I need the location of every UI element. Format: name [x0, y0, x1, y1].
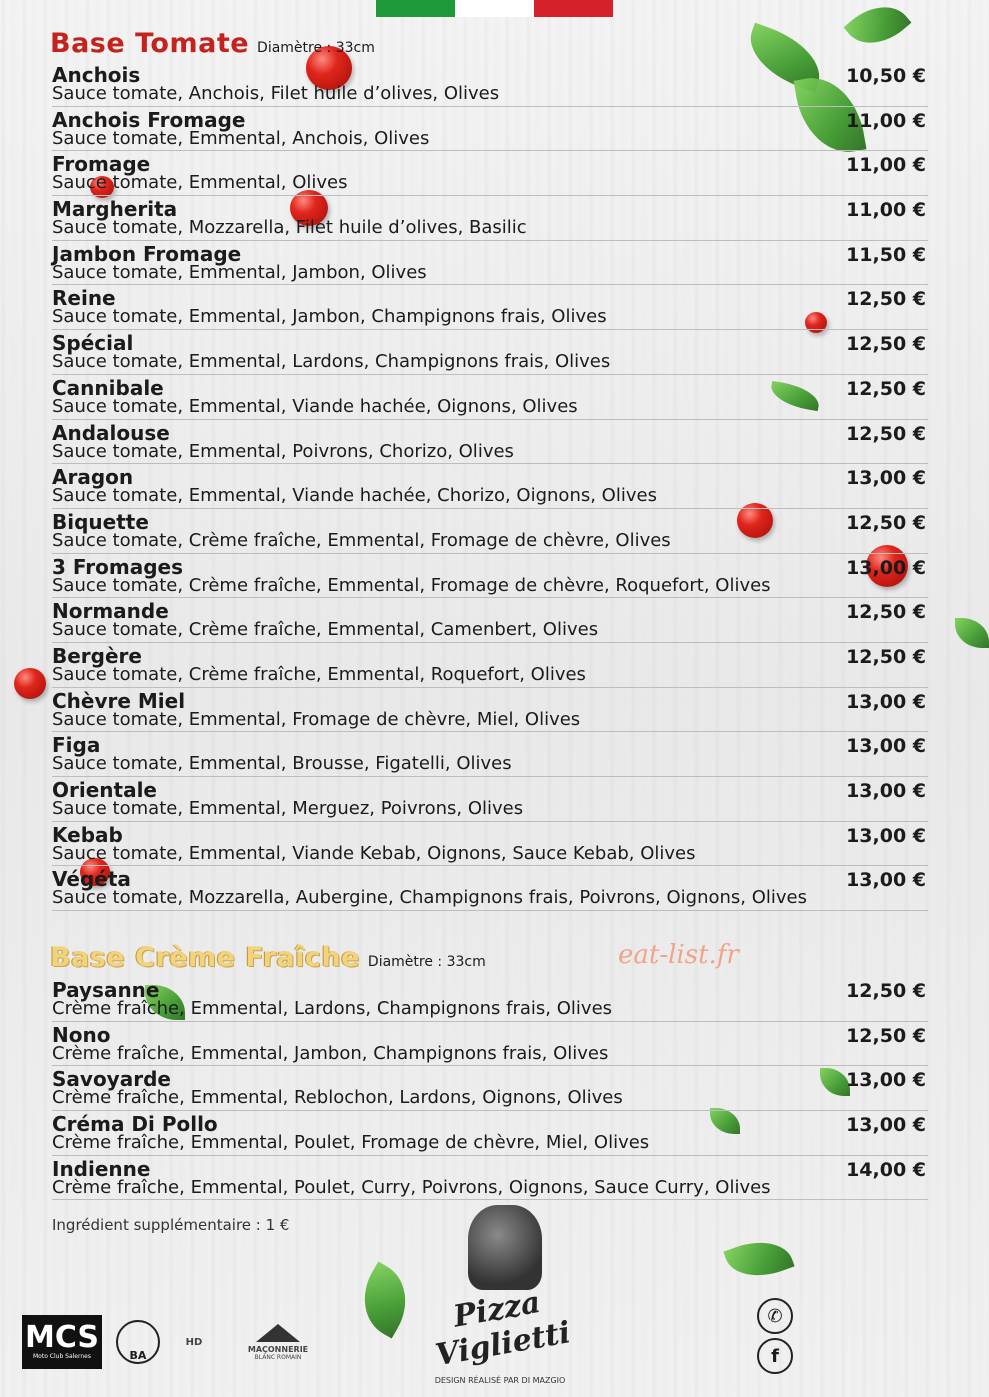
mcs-logo: [22, 1315, 102, 1369]
item-price: 13,00 €: [846, 556, 926, 579]
menu-item: [52, 598, 928, 643]
basil-leaf-icon: [844, 0, 912, 58]
menu-item: [52, 151, 928, 196]
menu-item: [52, 62, 928, 107]
item-description: Sauce tomate, Emmental, Anchois, Olives: [52, 127, 430, 149]
item-price: 12,50 €: [846, 980, 926, 1002]
item-name: Reine: [52, 286, 116, 311]
menu-item: [52, 330, 928, 375]
section-title: Base Tomate: [50, 28, 250, 59]
item-description: Sauce tomate, Emmental, Olives: [52, 172, 348, 194]
menu-item: [52, 1066, 928, 1111]
menu-item: [52, 554, 928, 599]
item-description: Sauce tomate, Crème fraîche, Emmental, Roquefort, Olives: [52, 663, 586, 685]
menu-item: [52, 1111, 928, 1156]
item-name: Margherita: [52, 197, 178, 222]
item-description: Sauce tomate, Crème fraîche, Emmental, Fromage de chèvre, Roquefort, Olives: [52, 574, 771, 596]
item-name: Créma Di Pollo: [52, 1112, 218, 1137]
item-price: 11,00 €: [846, 199, 926, 222]
item-name: Cannibale: [52, 375, 164, 400]
basil-leaf-icon: [348, 1262, 421, 1339]
item-price: 12,50 €: [846, 288, 926, 311]
section-header-creme: [50, 942, 486, 973]
item-name: Paysanne: [52, 978, 160, 1002]
maconnerie-title: MAÇONNERIE: [247, 1344, 309, 1354]
item-description: Crème fraîche, Emmental, Poulet, Curry, Poivrons, Oignons, Sauce Curry, Olives: [52, 1176, 771, 1198]
item-price: 12,50 €: [846, 333, 926, 356]
item-price: 13,00 €: [846, 1069, 926, 1092]
menu-item: [52, 777, 928, 822]
item-name: Savoyarde: [52, 1067, 171, 1092]
item-price: 14,00 €: [846, 1158, 926, 1181]
section-header-tomate: [50, 28, 375, 59]
item-price: 10,50 €: [846, 65, 926, 87]
item-name: 3 Fromages: [52, 554, 183, 579]
watermark: eat-list.fr: [618, 940, 739, 970]
item-name: Aragon: [52, 465, 134, 490]
italian-flag: [376, 0, 613, 17]
hd-logo-text: HD: [185, 1336, 203, 1348]
item-description: Sauce tomate, Mozzarella, Filet huile d’olives, Basilic: [52, 217, 527, 239]
section-title: Base Crème Fraîche: [50, 942, 360, 973]
item-name: Kebab: [52, 822, 123, 847]
item-price: 11,50 €: [846, 243, 926, 266]
hd-logo: [174, 1337, 214, 1348]
menu-item: [52, 509, 928, 554]
facebook-icon[interactable]: [757, 1338, 793, 1374]
menu-item: [52, 1022, 928, 1067]
basil-leaf-icon: [723, 1231, 794, 1288]
phone-glyph: ✆: [767, 1305, 783, 1327]
menu-item: [52, 464, 928, 509]
maconnerie-logo: [238, 1324, 318, 1361]
item-name: Figa: [52, 733, 101, 758]
menu-item: [52, 375, 928, 420]
flag-red: [534, 0, 613, 17]
item-description: Sauce tomate, Mozzarella, Aubergine, Champignons frais, Poivrons, Oignons, Olives: [52, 887, 808, 909]
item-description: Crème fraîche, Emmental, Poulet, Fromage de chèvre, Miel, Olives: [52, 1132, 650, 1154]
item-name: Anchois Fromage: [52, 107, 246, 132]
facebook-glyph: f: [771, 1345, 779, 1367]
item-price: 12,50 €: [846, 645, 926, 668]
menu-item: [52, 732, 928, 777]
item-name: Nono: [52, 1022, 111, 1047]
section-diameter: Diamètre : 33cm: [367, 954, 486, 970]
menu-item: [52, 866, 928, 911]
flag-white: [455, 0, 534, 17]
item-name: Anchois: [52, 63, 141, 87]
ba-logo: [116, 1320, 160, 1364]
flag-green: [376, 0, 455, 17]
tomato-icon: [14, 668, 46, 699]
item-price: 13,00 €: [846, 824, 926, 847]
menu-item: [52, 1156, 928, 1201]
supplement-note: Ingrédient supplémentaire : 1 €: [52, 1216, 290, 1234]
item-name: Bergère: [52, 643, 142, 668]
menu-item: [52, 643, 928, 688]
item-name: Normande: [52, 599, 169, 624]
basil-leaf-icon: [955, 618, 989, 648]
menu-item: [52, 420, 928, 465]
item-price: 12,50 €: [846, 377, 926, 400]
item-description: Crème fraîche, Emmental, Jambon, Champignons frais, Olives: [52, 1042, 609, 1064]
item-description: Sauce tomate, Emmental, Brousse, Figatelli, Olives: [52, 753, 512, 775]
pizza-logo-text: Pizza Viglietti: [432, 1284, 574, 1374]
item-name: Indienne: [52, 1156, 151, 1181]
item-name: Chèvre Miel: [52, 688, 186, 713]
mcs-logo-text: MCS: [24, 1320, 100, 1355]
menu-item: [52, 688, 928, 733]
item-description: Sauce tomate, Emmental, Jambon, Olives: [52, 261, 427, 283]
item-name: Spécial: [52, 331, 134, 356]
item-name: Andalouse: [52, 420, 170, 445]
menu-item: [52, 285, 928, 330]
item-description: Sauce tomate, Crème fraîche, Emmental, Camenbert, Olives: [52, 619, 599, 641]
item-description: Crème fraîche, Emmental, Reblochon, Lardons, Oignons, Olives: [52, 1087, 623, 1109]
item-name: Orientale: [52, 778, 157, 802]
item-description: Sauce tomate, Emmental, Viande hachée, Oignons, Olives: [52, 395, 578, 417]
item-price: 13,00 €: [846, 735, 926, 758]
item-price: 13,00 €: [846, 467, 926, 490]
item-description: Sauce tomate, Emmental, Viande Kebab, Oignons, Sauce Kebab, Olives: [52, 842, 696, 864]
menu-item: [52, 107, 928, 152]
item-description: Sauce tomate, Emmental, Jambon, Champignons frais, Olives: [52, 306, 607, 328]
item-description: Crème fraîche, Emmental, Lardons, Champignons frais, Olives: [52, 998, 613, 1019]
item-name: Biquette: [52, 509, 149, 534]
item-price: 12,50 €: [846, 511, 926, 534]
item-price: 12,50 €: [846, 422, 926, 445]
maconnerie-subtitle: BLANC ROMAIN: [254, 1353, 302, 1361]
sponsor-logos: [22, 1315, 318, 1369]
item-price: 13,00 €: [846, 690, 926, 713]
item-price: 13,00 €: [846, 869, 926, 892]
design-credit: DESIGN RÉALISÉ PAR DI MAZGIO: [434, 1376, 566, 1385]
menu-item: [52, 241, 928, 286]
item-description: Sauce tomate, Emmental, Poivrons, Chorizo, Olives: [52, 440, 514, 462]
menu-item: [52, 196, 928, 241]
item-description: Sauce tomate, Emmental, Viande hachée, Chorizo, Oignons, Olives: [52, 485, 657, 507]
item-price: 12,50 €: [846, 601, 926, 624]
menu-item: [52, 977, 928, 1022]
menu-item: [52, 822, 928, 867]
item-price: 13,00 €: [846, 1114, 926, 1137]
menu-list-creme: [52, 977, 928, 1200]
item-price: 12,50 €: [846, 1024, 926, 1047]
menu-list-tomate: [52, 62, 928, 911]
item-description: Sauce tomate, Emmental, Merguez, Poivrons, Olives: [52, 798, 524, 819]
item-price: 13,00 €: [846, 780, 926, 802]
house-icon: [256, 1324, 300, 1342]
item-name: Végéta: [52, 867, 131, 892]
ba-logo-text: BA: [129, 1349, 147, 1362]
item-description: Sauce tomate, Anchois, Filet huile d’olives, Olives: [52, 83, 500, 104]
section-diameter: Diamètre : 33cm: [257, 40, 375, 56]
item-name: Jambon Fromage: [52, 241, 242, 266]
mcs-logo-subtitle: Moto Club Salernes: [33, 1353, 91, 1360]
item-price: 11,00 €: [846, 154, 926, 177]
item-name: Fromage: [52, 152, 151, 177]
item-price: 11,00 €: [846, 109, 926, 132]
pizza-viglietti-logo: [420, 1270, 580, 1385]
phone-icon[interactable]: [757, 1298, 793, 1334]
item-description: Sauce tomate, Emmental, Lardons, Champignons frais, Olives: [52, 351, 611, 373]
item-description: Sauce tomate, Emmental, Fromage de chèvre, Miel, Olives: [52, 708, 581, 730]
item-description: Sauce tomate, Crème fraîche, Emmental, Fromage de chèvre, Olives: [52, 529, 671, 551]
